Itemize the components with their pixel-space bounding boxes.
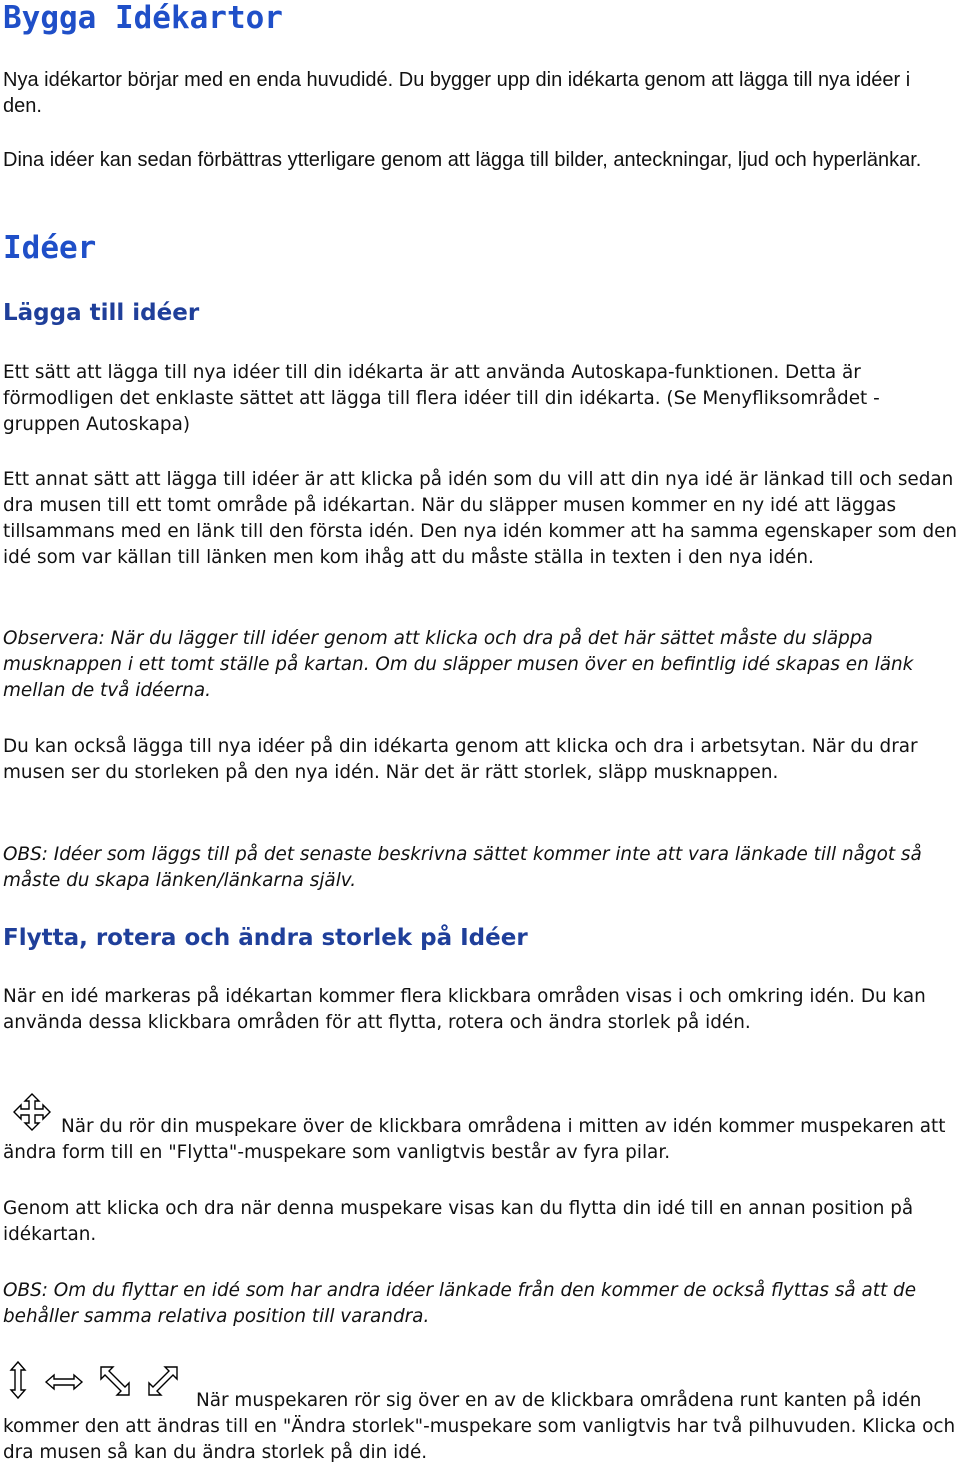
move-paragraph-4: När muspekaren rör sig över en av de klickbara områdena runt kanten på idén kommer den att ändras till en "Ändra storlek"-muspekare som vanligtvis har två pilhuvuden. Klicka och dra musen så kan du ändra storlek på din idé. [3, 1390, 956, 1463]
add-paragraph-1: Ett sätt att lägga till nya idéer till din idékarta är att använda Autoskapa-funktionen. Detta är förmodligen det enklaste sättet att lägga till flera idéer till din idékarta. (Se Menyfliksområdet - gruppen Autoskapa) [3, 362, 880, 435]
add-paragraph-2: Ett annat sätt att lägga till idéer är att klicka på idén som du vill att din nya idé är länkad till och sedan dra musen till ett tomt område på idékartan. När du släpper musen kommer en ny idé att läggas tillsammans med en länk till den första idén. Den nya idén kommer att ha samma egenskaper som den idé som var källan till länken men kom ihåg att du måste ställa in texten i den nya idén. [3, 469, 958, 568]
move-paragraph-2: När du rör din muspekare över de klickbara områdena i mitten av idén kommer muspekaren att ändra form till en "Flytta"-muspekare som vanligtvis består av fyra pilar. [3, 1116, 946, 1163]
move-paragraph-1: När en idé markeras på idékartan kommer flera klickbara områden visas i och omkring idén. Du kan använda dessa klickbara områden för att flytta, rotera och ändra storlek på idén. [3, 986, 926, 1033]
intro-paragraph-1: Nya idékartor börjar med en enda huvudidé. Du bygger upp din idékarta genom att lägga till nya idéer i den. [3, 69, 911, 117]
add-obs-note: OBS: Idéer som läggs till på det senaste beskrivna sättet kommer inte att vara länkade till något så måste du skapa länken/länkarna själv. [3, 844, 922, 891]
subheading-move-ideas: Flytta, rotera och ändra storlek på Idéer [3, 925, 528, 951]
intro-paragraph-2: Dina idéer kan sedan förbättras ytterligare genom att lägga till bilder, anteckningar, ljud och hyperlänkar. [3, 149, 922, 171]
add-paragraph-3: Du kan också lägga till nya idéer på din idékarta genom att klicka och dra i arbetsytan. När du drar musen ser du storleken på den nya idén. När det är rätt storlek, släpp musknappen. [3, 736, 918, 783]
add-note: Observera: När du lägger till idéer genom att klicka och dra på det här sättet måste du släppa musknappen i ett tomt ställe på kartan. Om du släpper musen över en befintlig idé skapas en länk mellan de två idéerna. [3, 628, 914, 701]
page-title: Bygga Idékartor [3, 0, 283, 36]
move-obs-note: OBS: Om du flyttar en idé som har andra idéer länkade från den kommer de också flyttas så att de behåller samma relativa position till varandra. [3, 1280, 917, 1327]
section-heading-ideas: Idéer [3, 230, 97, 266]
move-paragraph-3: Genom att klicka och dra när denna muspekare visas kan du flytta din idé till en annan position på idékartan. [3, 1198, 914, 1245]
subheading-add-ideas: Lägga till idéer [3, 300, 200, 326]
